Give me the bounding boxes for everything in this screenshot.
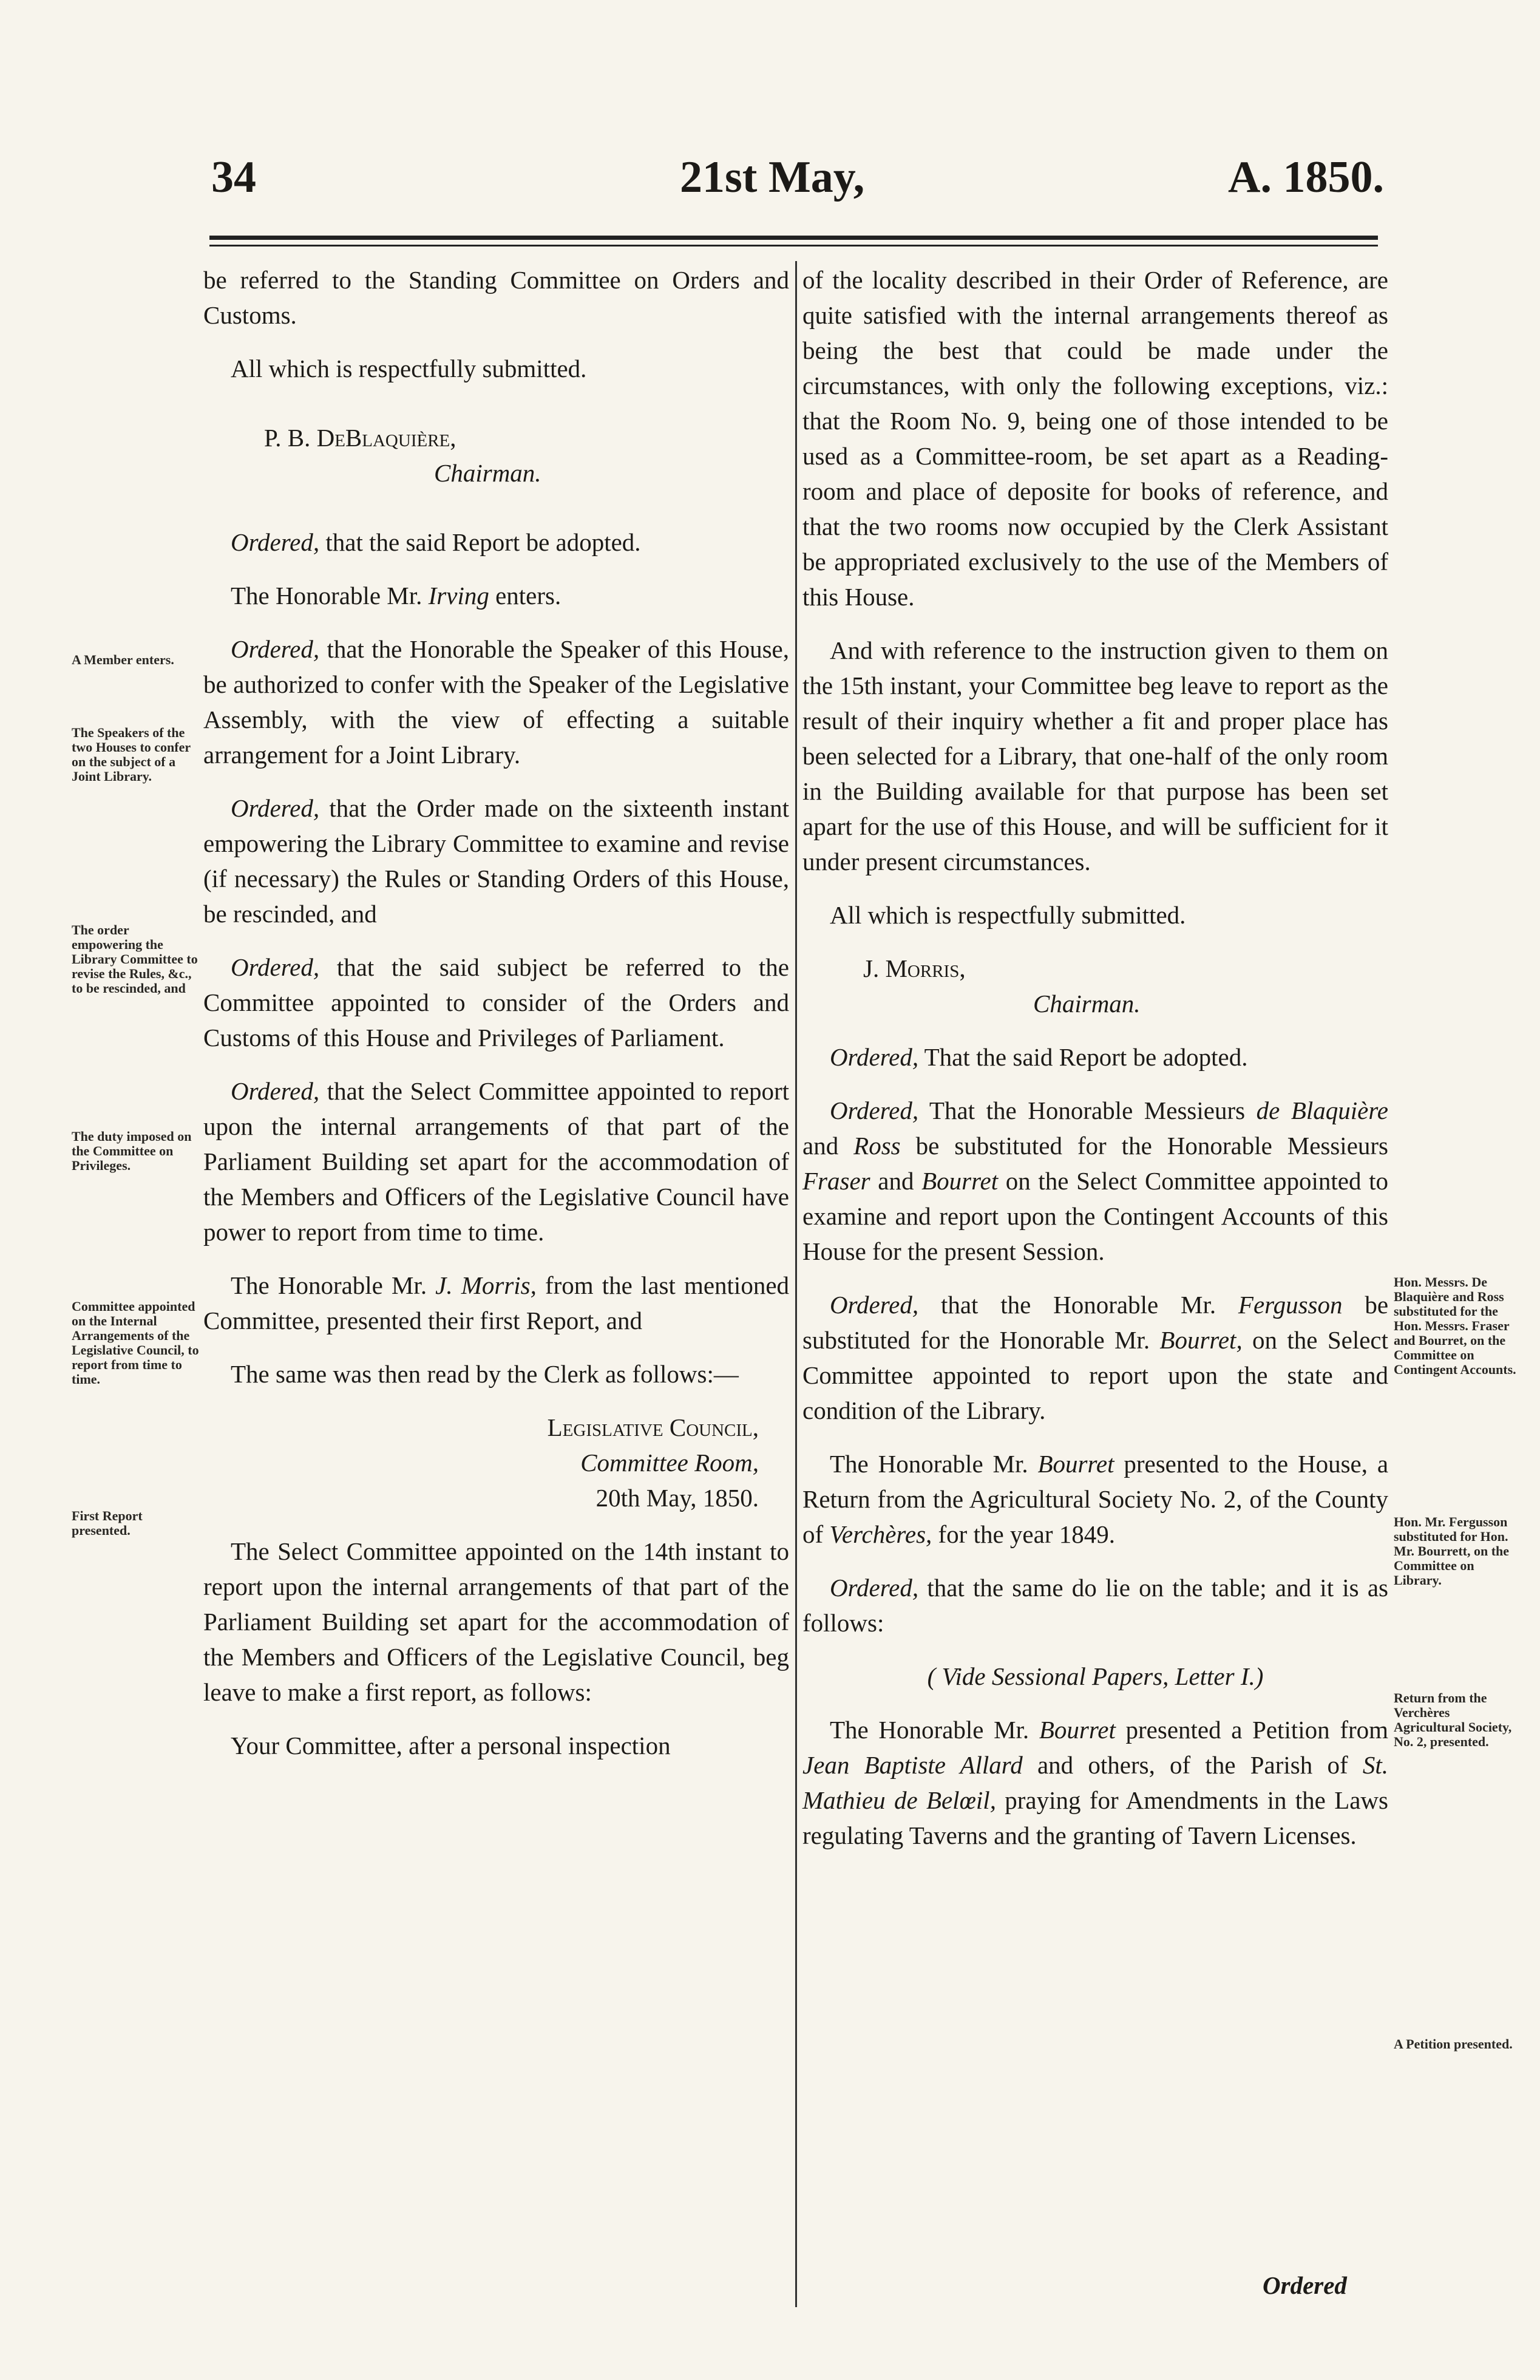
- column-divider: [795, 261, 797, 2307]
- margin-note: Committee appointed on the Internal Arrangements of the Legislative Council, to report from time to time.: [72, 1299, 199, 1387]
- paragraph: The Honorable Mr. Bourret presented to the House, a Return from the Agricultural Society No. 2, of the County of Verchères, for the year 1849.: [802, 1450, 1389, 1548]
- catchword: Ordered: [1263, 2271, 1347, 2299]
- page-date: 21st May,: [680, 152, 865, 202]
- paragraph: And with reference to the instruction given to them on the 15th instant, your Committee beg leave to report as the result of their inquiry whether a fit and proper place has been selected for a Library, that one-half of the only room in the Building available for that purpose has been set apart for the use of this House, and will be sufficient for it under present circumstances.: [802, 636, 1388, 875]
- margin-note: The order empowering the Library Committee to revise the Rules, &c., to be rescinded, and: [72, 922, 198, 996]
- paragraph: of the locality described in their Order of Reference, are quite satisfied with the internal arrangements thereof as being the best that could be made under the circumstances, with only the following exceptions, viz.: that the Room No. 9, being one of those intended to be used as a Committee-room, be set apart as a Reading-room and place of deposite for books of reference, and that the two rooms now occupied by the Clerk Assistant be appropriated exclusively to the use of the Members of this House.: [802, 266, 1388, 611]
- paragraph: The same was then read by the Clerk as follows:—: [231, 1360, 739, 1388]
- header-rule-thin: [209, 245, 1378, 246]
- paragraph: Ordered, that the Order made on the sixteenth instant empowering the Library Committee to examine and revise (if necessary) the Rules or Standing Orders of this House, be rescinded, and: [203, 794, 789, 928]
- paragraph: Ordered, that the Select Committee appointed to report upon the internal arrangements of that part of the Parliament Building set apart for the accommodation of the Members and Officers of the Legislative Council have power to report from time to time.: [203, 1077, 789, 1246]
- margin-note: Hon. Mr. Fergusson substituted for Hon. Mr. Bourrett, on the Committee on Library.: [1394, 1514, 1510, 1588]
- address-line: 20th May, 1850.: [595, 1484, 759, 1512]
- signature-name: J. Morris,: [863, 954, 966, 982]
- paragraph: Ordered, that the said Report be adopted.: [231, 528, 641, 556]
- signature-role: Chairman.: [1033, 990, 1141, 1018]
- address-line: Committee Room,: [580, 1449, 759, 1477]
- page-year: A. 1850.: [1228, 152, 1384, 202]
- margin-note: A Petition presented.: [1394, 2036, 1513, 2052]
- margin-note: First Report presented.: [72, 1508, 143, 1538]
- header-rule-thick: [209, 236, 1378, 240]
- margin-note: The Speakers of the two Houses to confer on the subject of a Joint Library.: [72, 725, 191, 784]
- paragraph: Ordered, that the Honorable Mr. Fergusson be substituted for the Honorable Mr. Bourret, on the Select Committee appointed to report upon the state and condition of the Library.: [802, 1291, 1389, 1424]
- signature-name: P. B. DeBlaquière,: [264, 424, 456, 452]
- paragraph: be referred to the Standing Committee on Orders and Customs.: [203, 266, 789, 329]
- paragraph: All which is respectfully submitted.: [830, 901, 1186, 929]
- margin-note: A Member enters.: [72, 652, 174, 667]
- signature-role: Chairman.: [434, 459, 541, 487]
- paragraph: Ordered, That the Honorable Messieurs de Blaquière and Ross be substituted for the Honorable Messieurs Fraser and Bourret on the Select Committee appointed to examine and report upon the Contingent Accounts of this House for the present Session.: [802, 1096, 1389, 1265]
- address-line: Legislative Council,: [547, 1413, 759, 1441]
- reference-note: ( Vide Sessional Papers, Letter I.): [927, 1662, 1264, 1690]
- paragraph: Ordered, That the said Report be adopted.: [830, 1043, 1248, 1071]
- paragraph: The Honorable Mr. Bourret presented a Petition from Jean Baptiste Allard and others, of the Parish of St. Mathieu de Belœil, praying for Amendments in the Laws regulating Taverns and the granting of Tavern Licenses.: [802, 1716, 1389, 1849]
- paragraph: Ordered, that the Honorable the Speaker of this House, be authorized to confer with the Speaker of the Legislative Assembly, with the view of effecting a suitable arrangement for a Joint Library.: [203, 635, 789, 769]
- margin-note: Return from the Verchères Agricultural Society, No. 2, presented.: [1394, 1690, 1512, 1749]
- margin-note: The duty imposed on the Committee on Privileges.: [72, 1129, 192, 1173]
- page-number: 34: [211, 152, 256, 202]
- paragraph: Ordered, that the same do lie on the table; and it is as follows:: [802, 1574, 1388, 1637]
- left-column: [203, 262, 789, 1763]
- paragraph: Ordered, that the said subject be referred to the Committee appointed to consider of the Orders and Customs of this House and Privileges of Parliament.: [203, 953, 789, 1052]
- paragraph: Your Committee, after a personal inspection: [231, 1732, 671, 1759]
- paragraph: The Select Committee appointed on the 14th instant to report upon the internal arrangements of that part of the Parliament Building set apart for the accommodation of the Members and Officers of the Legislative Council, beg leave to make a first report, as follows:: [203, 1537, 789, 1706]
- paragraph: The Honorable Mr. J. Morris, from the last mentioned Committee, presented their first Report, and: [203, 1271, 790, 1334]
- right-column: [802, 262, 1388, 1853]
- paragraph: The Honorable Mr. Irving enters.: [231, 582, 561, 610]
- margin-note: Hon. Messrs. De Blaquière and Ross substituted for the Hon. Messrs. Fraser and Bourret, on the Committee on Contingent Accounts.: [1394, 1274, 1516, 1377]
- paragraph: All which is respectfully submitted.: [231, 355, 587, 382]
